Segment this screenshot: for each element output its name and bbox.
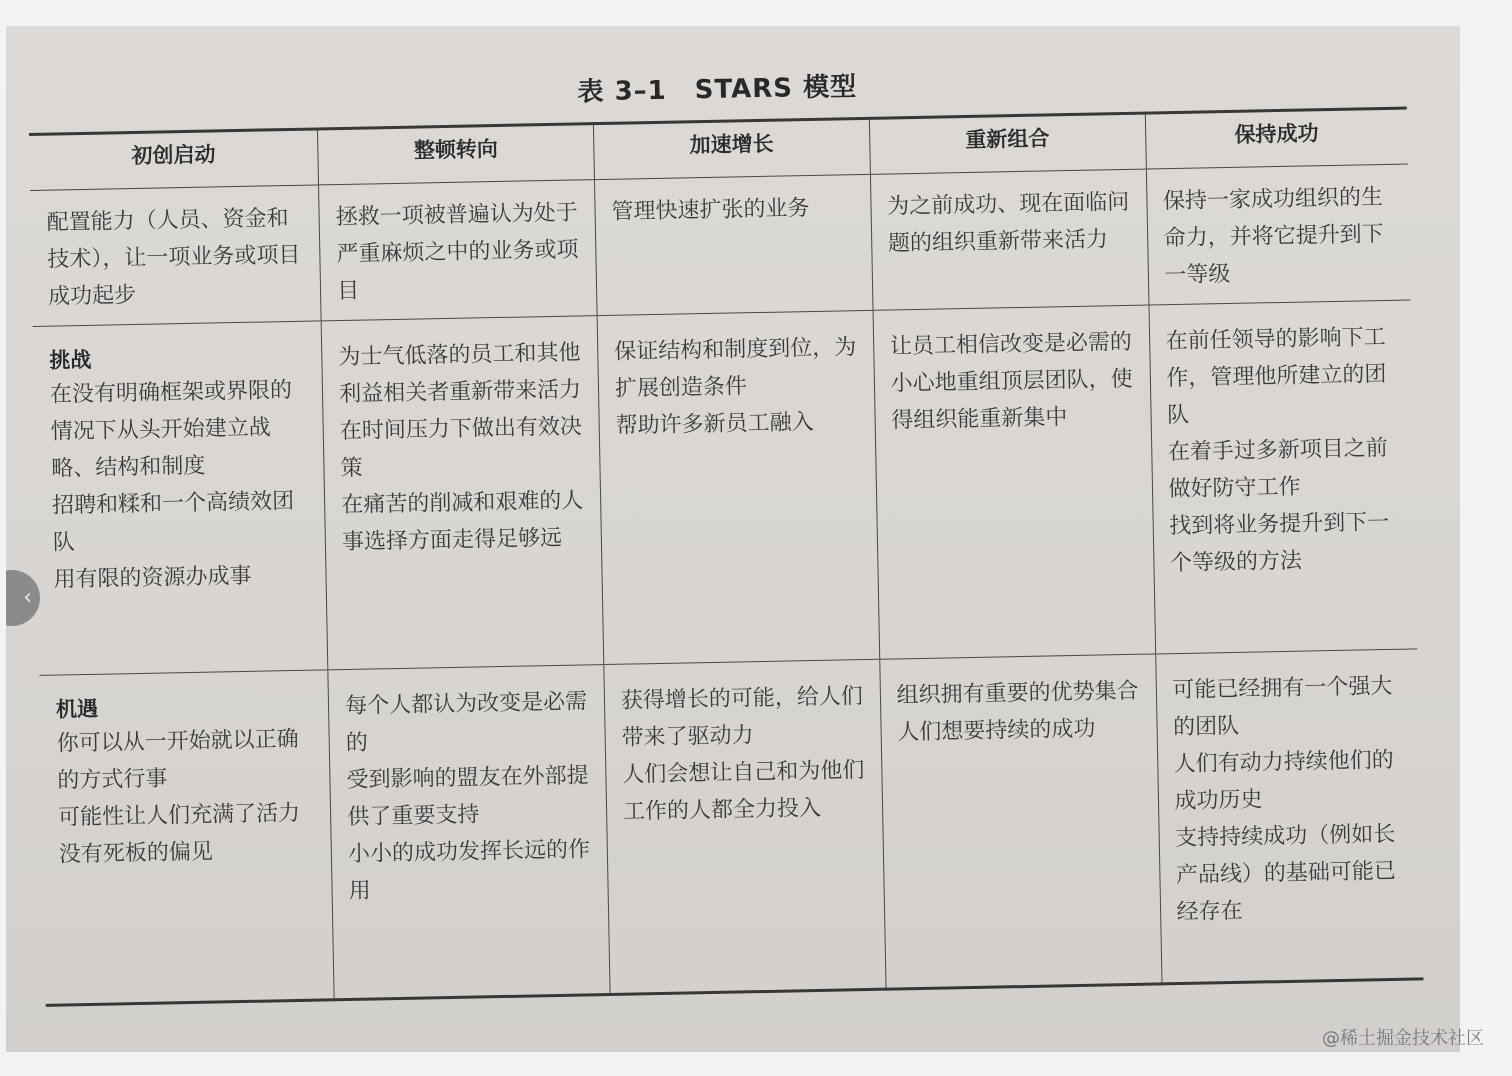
chevron-left-icon[interactable]: ‹ [6,570,40,626]
challenges-cell [1148,300,1417,654]
challenge-item: 在没有明确框架或界限的情况下从头开始建立战略、结构和制度 [49,377,293,482]
challenges-cell [33,321,328,675]
description-cell: 配置能力（人员、资金和技术），让一项业务或项目成功起步 [46,206,301,310]
description-cell: 管理快速扩张的业务 [594,174,872,315]
opportunities-cell [1155,649,1423,984]
header-cell: 加速增长 [593,118,870,179]
opportunity-item: 你可以从一开始就以正确的方式行事 [56,726,299,794]
opportunity-item: 获得增长的可能，给人们带来了驱动力 [620,684,864,751]
opportunities-row [39,649,1423,1005]
opportunity-item: 组织拥有重要的优势集合 [896,678,1139,709]
opportunity-item: 人们想要持续的成功 [897,716,1096,746]
description-cell: 保持一家成功组织的生命力，并将它提升到下一等级 [1146,164,1411,305]
table-title [28,56,1406,119]
opportunity-item: 支持持续成功（例如长产品线）的基础可能已经存在 [1174,821,1397,926]
challenge-item: 为士气低落的员工和其他利益相关者重新带来活力 [338,340,582,408]
opportunity-item: 可能已经拥有一个强大的团队 [1172,673,1393,741]
challenges-label: 挑战 [49,347,92,373]
opportunities-cell [328,665,610,1000]
opportunity-item: 可能性让人们充满了活力 [57,800,301,831]
table-title-number: 表 3–1 [577,75,667,108]
challenge-item: 让员工相信改变是必需的 [889,329,1133,360]
challenge-item: 保证结构和制度到位，为扩展创造条件 [613,335,857,402]
header-cell: 整顿转向 [318,124,595,185]
opportunity-item: 人们会想让自己和为他们工作的人都全力投入 [622,758,865,825]
opportunities-cell [39,670,334,1005]
photo-image [6,26,1460,1052]
opportunity-item: 受到影响的盟友在外部提供了重要支持 [346,763,589,831]
description-row [30,164,1410,326]
opportunity-item: 小小的成功发挥长远的作用 [347,837,591,904]
challenge-item: 在着手过多新项目之前做好防守工作 [1167,435,1389,503]
opportunity-item: 人们有动力持续他们的成功历史 [1173,747,1395,815]
stars-model-table [29,107,1424,1007]
challenge-item: 在前任领导的影响下工作，管理他所建立的团队 [1165,324,1387,429]
description-cell: 拯救一项被普遍认为处于严重麻烦之中的业务或项目 [319,180,597,321]
challenge-item: 在时间压力下做出有效决策 [339,414,583,482]
header-cell: 初创启动 [131,142,216,169]
challenge-item: 招聘和糅和一个高绩效团队 [51,488,295,556]
stars-table-page [28,56,1424,1007]
opportunities-label: 机遇 [55,696,99,722]
opportunities-cell [604,659,886,994]
challenges-cell [873,305,1155,659]
opportunities-cell [879,654,1161,989]
watermark-text: @稀土掘金技术社区 [1322,1028,1484,1049]
challenge-item: 在痛苦的削减和艰难的人事选择方面走得足够远 [341,488,584,556]
table-title-text: STARS 模型 [694,72,858,106]
header-cell: 保持成功 [1145,108,1408,169]
challenges-cell [321,316,603,670]
challenges-row [33,300,1417,675]
challenge-item: 用有限的资源办成事 [53,563,252,593]
challenges-cell [597,310,879,664]
header-cell: 重新组合 [869,113,1146,174]
challenge-item: 找到将业务提升到下一个等级的方法 [1169,509,1390,577]
challenge-item: 帮助许多新员工融入 [615,409,814,439]
opportunity-item: 没有死板的偏见 [58,839,214,868]
opportunity-item: 每个人都认为改变是必需的 [344,689,588,757]
challenge-item: 小心地重组顶层团队，使得组织能重新集中 [890,366,1133,434]
description-cell: 为之前成功、现在面临问题的组织重新带来活力 [870,169,1148,310]
